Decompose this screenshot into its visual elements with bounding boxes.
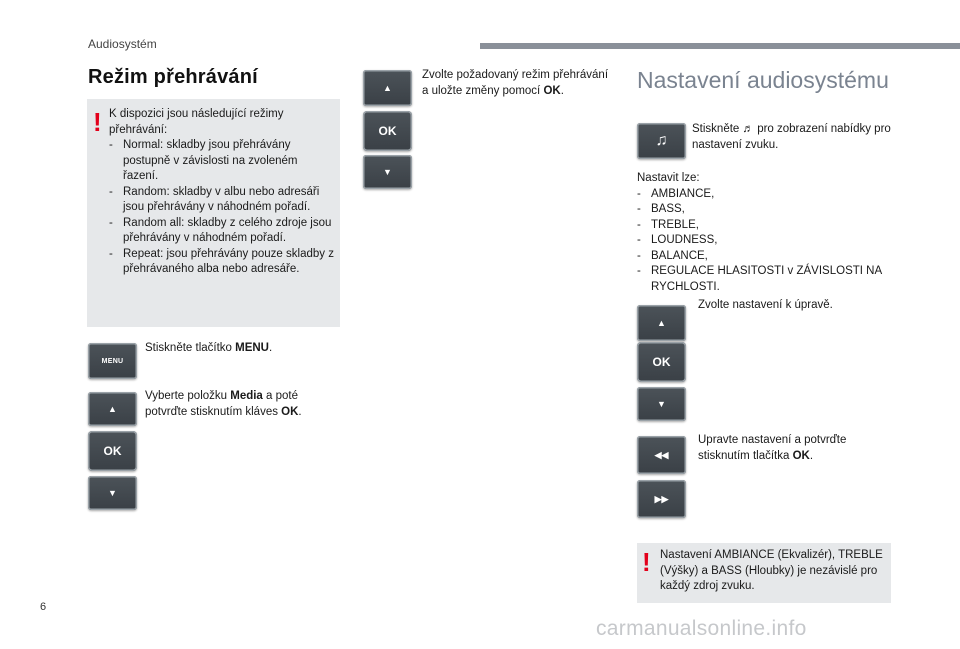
ok-button-label: OK bbox=[103, 444, 122, 458]
music-note-icon: ♫ bbox=[655, 132, 668, 149]
menu-button[interactable] bbox=[88, 343, 137, 379]
up-arrow-icon: ▲ bbox=[108, 404, 117, 414]
ok-button[interactable] bbox=[363, 111, 412, 151]
rewind-icon: ◀◀ bbox=[654, 449, 669, 460]
warning-icon: ! bbox=[642, 547, 651, 577]
playback-modes-note bbox=[87, 99, 340, 327]
step-press-music: Stiskněte ♬ pro zobrazení nabídky pro nastavení zvuku. bbox=[692, 123, 891, 151]
list-intro: Nastavit lze: bbox=[637, 172, 700, 184]
step-select-media: Vyberte položku Media a poté potvrďte stisknutím kláves OK. bbox=[145, 390, 302, 418]
list-item: - LOUDNESS, bbox=[637, 233, 892, 249]
forward-button[interactable] bbox=[637, 480, 686, 518]
warning-icon: ! bbox=[93, 107, 102, 137]
step-choose-setting: Zvolte nastavení k úpravě. bbox=[698, 299, 833, 311]
playback-modes-list bbox=[109, 138, 335, 278]
list-item: - AMBIANCE, bbox=[637, 187, 892, 203]
header-bar bbox=[480, 43, 960, 49]
step-adjust-confirm: Upravte nastavení a potvrďte stisknutím tlačítka OK. bbox=[698, 434, 847, 462]
list-item: - Normal: skladby jsou přehrávány postupně v závislosti na zvoleném řazení. bbox=[109, 138, 335, 185]
music-settings-button[interactable] bbox=[637, 123, 686, 159]
list-item: - REGULACE HLASITOSTI v ZÁVISLOSTI NA RYCHLOSTI. bbox=[637, 264, 892, 295]
up-button[interactable] bbox=[363, 70, 412, 106]
up-arrow-icon: ▲ bbox=[657, 318, 666, 328]
list-item: - Random: skladby v albu nebo adresáři jsou přehrávány v náhodném pořadí. bbox=[109, 185, 335, 216]
down-arrow-icon: ▼ bbox=[657, 399, 666, 409]
down-button[interactable] bbox=[88, 476, 137, 510]
up-button[interactable] bbox=[637, 305, 686, 341]
menu-button-label: MENU bbox=[101, 357, 124, 365]
note-intro: K dispozici jsou následující režimy přehrávání: bbox=[109, 108, 284, 136]
adjustable-settings bbox=[637, 171, 892, 295]
music-note-icon: ♬ bbox=[742, 123, 754, 135]
up-arrow-icon: ▲ bbox=[383, 83, 392, 93]
list-item: - TREBLE, bbox=[637, 218, 892, 234]
down-button[interactable] bbox=[363, 155, 412, 189]
section-title-playback-mode: Režim přehrávání bbox=[88, 66, 258, 88]
down-button[interactable] bbox=[637, 387, 686, 421]
equalizer-note bbox=[637, 543, 891, 603]
header-section-label: Audiosystém bbox=[88, 37, 157, 51]
down-arrow-icon: ▼ bbox=[108, 488, 117, 498]
ok-button-label: OK bbox=[652, 355, 671, 369]
ok-button-label: OK bbox=[378, 124, 397, 138]
list-item: - Repeat: jsou přehrávány pouze skladby z přehrávaného alba nebo adresáře. bbox=[109, 247, 335, 278]
list-item: - BALANCE, bbox=[637, 249, 892, 265]
list-item: - BASS, bbox=[637, 202, 892, 218]
ok-button[interactable] bbox=[637, 342, 686, 382]
up-button[interactable] bbox=[88, 392, 137, 426]
settings-list bbox=[637, 187, 892, 296]
list-item: - Random all: skladby z celého zdroje jsou přehrávány v náhodném pořadí. bbox=[109, 216, 335, 247]
ok-button[interactable] bbox=[88, 431, 137, 471]
down-arrow-icon: ▼ bbox=[383, 167, 392, 177]
rewind-button[interactable] bbox=[637, 436, 686, 474]
equalizer-note-text: Nastavení AMBIANCE (Ekvalizér), TREBLE (Výšky) a BASS (Hloubky) je nezávislé pro každý zdroj zvuku. bbox=[660, 549, 883, 592]
step-press-menu: Stiskněte tlačítko MENU. bbox=[145, 342, 273, 354]
section-title-audio-settings: Nastavení audiosystému bbox=[637, 67, 889, 93]
watermark: carmanualsonline.info bbox=[596, 617, 807, 640]
fast-forward-icon: ▶▶ bbox=[654, 493, 669, 504]
step-choose-mode: Zvolte požadovaný režim přehrávání a uložte změny pomocí OK. bbox=[422, 69, 609, 97]
page-number: 6 bbox=[40, 601, 47, 613]
